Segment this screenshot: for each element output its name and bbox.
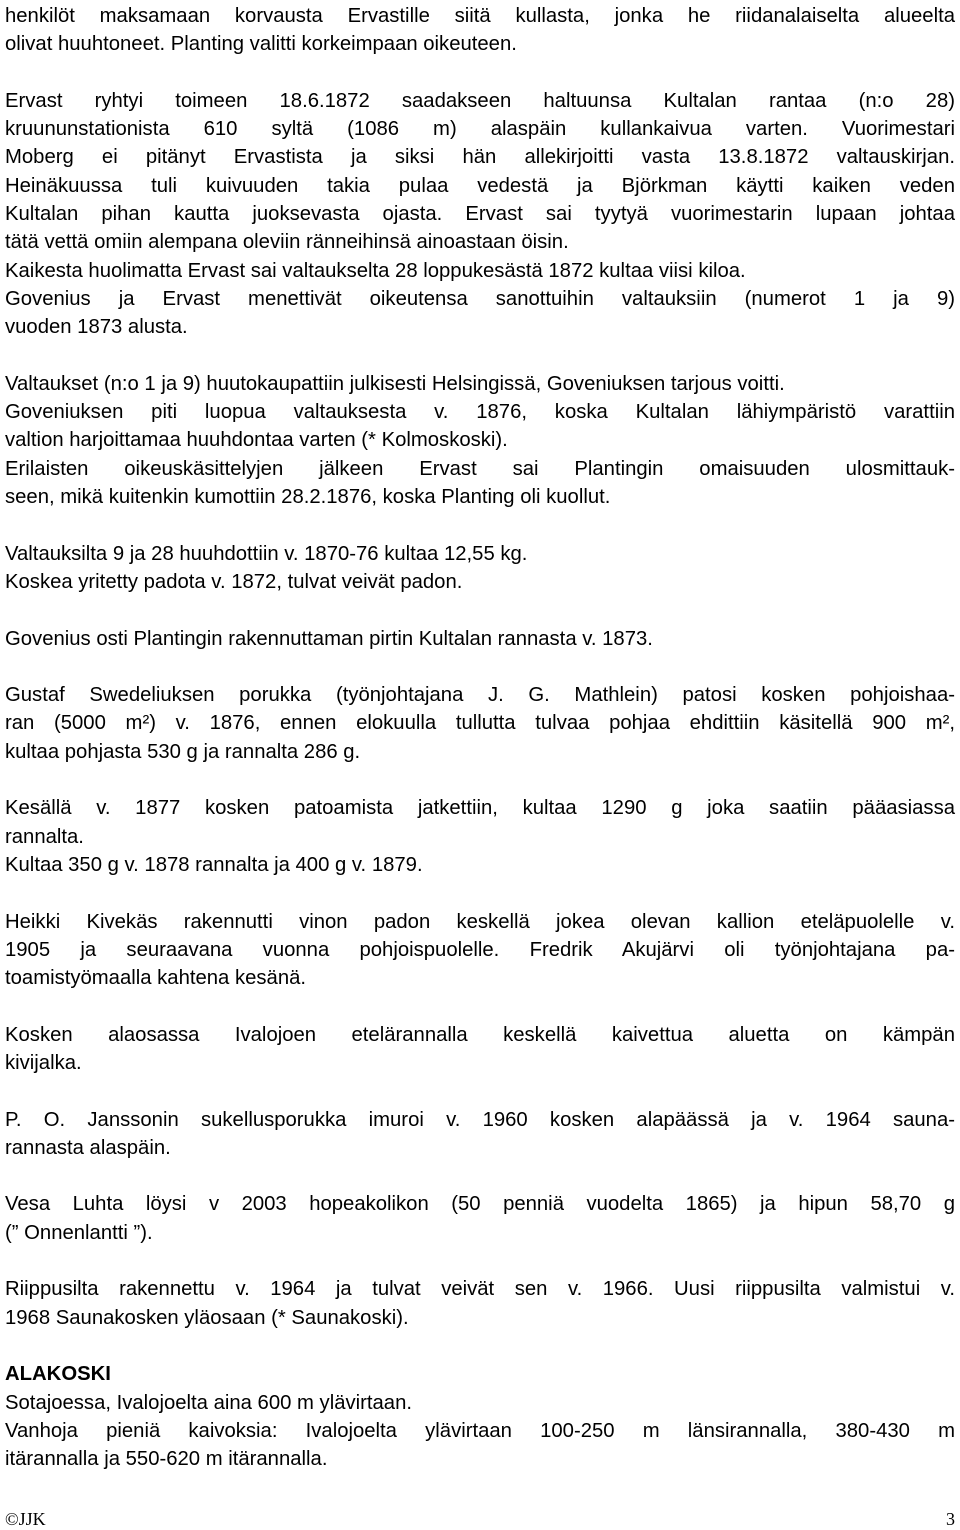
body-text [5, 2, 955, 1332]
paragraph [5, 1106, 955, 1163]
text-line: Valtaukset (n:o 1 ja 9) huutokaupattiin julkisesti Helsingissä, Goveniuksen tarjous voitti. [5, 372, 785, 395]
section-body [5, 1389, 955, 1474]
text-line: henkilöt maksamaan korvausta Ervastille siitä kullasta, jonka he riidanalaiselta alueelta [5, 5, 955, 27]
text-line: Goveniuksen piti luopua valtauksesta v. 1876, koska Kultalan lähiympäristö varattiin [5, 401, 955, 424]
text-line: Erilaisten oikeuskäsittelyjen jälkeen Ervast sai Plantingin omaisuuden ulosmittauk- [5, 457, 955, 480]
text-line: 1905 ja seuraavana vuonna pohjoispuolelle. Fredrik Akujärvi oli työnjohtajana pa- [5, 938, 955, 961]
text-line: Ervast ryhtyi toimeen 18.6.1872 saadakseen haltuunsa Kultalan rantaa (n:o 28) [5, 89, 955, 112]
text-line: ran (5000 m²) v. 1876, ennen elokuulla tullutta tulvaa pohjaa ehdittiin käsitellä 900 m², [5, 712, 955, 735]
text-line: P. O. Janssonin sukellusporukka imuroi v. 1960 kosken alapäässä ja v. 1964 sauna- [5, 1108, 955, 1131]
copyright-text: ©JJK [5, 1509, 46, 1529]
text-line: 1968 Saunakosken yläosaan (* Saunakoski). [5, 1306, 409, 1329]
text-line: Vesa Luhta löysi v 2003 hopeakolikon (50 penniä vuodelta 1865) ja hipun 58,70 g [5, 1193, 955, 1216]
paragraph [5, 681, 955, 766]
paragraph [5, 1275, 955, 1332]
text-line: rannalta. [5, 825, 84, 848]
paragraph [5, 1190, 955, 1247]
text-line: Sotajoessa, Ivalojoelta aina 600 m ylävirtaan. [5, 1391, 412, 1414]
text-line: Kaikesta huolimatta Ervast sai valtaukselta 28 loppukesästä 1872 kultaa viisi kiloa. [5, 259, 746, 282]
text-line: Koskea yritetty padota v. 1872, tulvat veivät padon. [5, 570, 463, 593]
text-line: toamistyömaalla kahtena kesänä. [5, 967, 307, 990]
section-alakoski [5, 1360, 955, 1473]
text-line: Govenius osti Plantingin rakennuttaman pirtin Kultalan rannasta v. 1873. [5, 627, 653, 650]
text-line: Kultalan pihan kautta juoksevasta ojasta. Ervast sai tyytyä vuorimestarin lupaan johtaa [5, 203, 955, 226]
paragraph [5, 540, 955, 597]
text-line: seen, mikä kuitenkin kumottiin 28.2.1876, koska Planting oli kuollut. [5, 486, 611, 509]
paragraph [5, 1021, 955, 1078]
text-line: kruununstationista 610 syltä (1086 m) alaspäin kullankaivua varten. Vuorimestari [5, 118, 955, 141]
text-line: rannasta alaspäin. [5, 1136, 171, 1159]
text-line: kivijalka. [5, 1051, 82, 1074]
paragraph [5, 2, 955, 59]
text-line: Valtauksilta 9 ja 28 huuhdottiin v. 1870-76 kultaa 12,55 kg. [5, 542, 528, 565]
text-line: Heinäkuussa tuli kuivuuden takia pulaa vedestä ja Björkman käytti kaiken veden [5, 174, 955, 197]
text-line: itärannalla ja 550-620 m itärannalla. [5, 1448, 328, 1471]
text-line: Gustaf Swedeliuksen porukka (työnjohtajana J. G. Mathlein) patosi kosken pohjoishaa- [5, 684, 955, 707]
text-line: Kultaa 350 g v. 1878 rannalta ja 400 g v. 1879. [5, 853, 423, 876]
text-line: tätä vettä omiin alempana oleviin ränneihinsä ainoastaan öisin. [5, 231, 569, 254]
text-line: (” Onnenlantti ”). [5, 1221, 153, 1244]
page-number: 3 [946, 1509, 955, 1529]
text-line: Vanhoja pieniä kaivoksia: Ivalojoelta ylävirtaan 100-250 m länsirannalla, 380-430 m [5, 1419, 955, 1442]
document-page [5, 2, 955, 1473]
section-heading: ALAKOSKI [5, 1363, 111, 1386]
text-line: olivat huuhtoneet. Planting valitti korkeimpaan oikeuteen. [5, 33, 517, 56]
text-line: vuoden 1873 alusta. [5, 316, 188, 339]
paragraph [5, 625, 955, 653]
paragraph [5, 87, 955, 342]
text-line: Heikki Kivekäs rakennutti vinon padon keskellä jokea olevan kallion eteläpuolelle v. [5, 910, 955, 933]
text-line: Moberg ei pitänyt Ervastista ja siksi hän allekirjoitti vasta 13.8.1872 valtauskirjan. [5, 146, 955, 169]
text-line: Govenius ja Ervast menettivät oikeutensa sanottuihin valtauksiin (numerot 1 ja 9) [5, 287, 955, 310]
text-line: Riippusilta rakennettu v. 1964 ja tulvat veivät sen v. 1966. Uusi riippusilta valmistui v. [5, 1278, 955, 1301]
text-line: Kosken alaosassa Ivalojoen etelärannalla keskellä kaivettua aluetta on kämpän [5, 1023, 955, 1046]
paragraph [5, 794, 955, 879]
text-line: valtion harjoittamaa huuhdontaa varten (* Kolmoskoski). [5, 429, 508, 452]
text-line: Kesällä v. 1877 kosken patoamista jatkettiin, kultaa 1290 g joka saatiin pääasiassa [5, 797, 955, 820]
page-footer [5, 1508, 955, 1530]
paragraph [5, 908, 955, 993]
text-line: kultaa pohjasta 530 g ja rannalta 286 g. [5, 740, 361, 763]
paragraph [5, 370, 955, 511]
